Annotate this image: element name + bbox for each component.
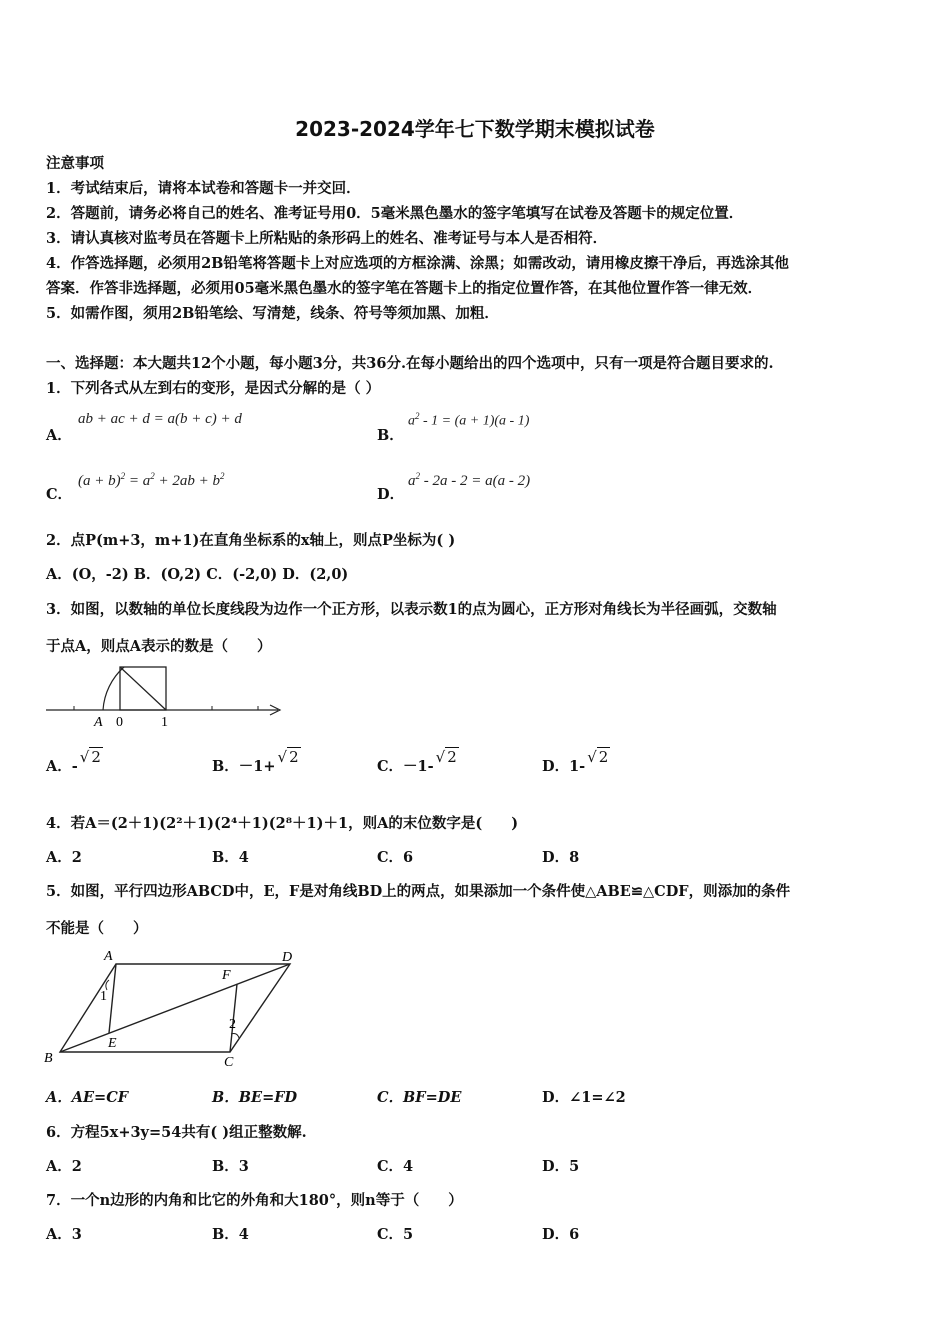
q1-option-a-formula: ab + ac + d = a(b + c) + d — [78, 411, 242, 427]
q1-option-a-label: A． — [46, 427, 72, 444]
q7-option-c: C．5 — [377, 1226, 414, 1243]
q3-option-a: A．-√ 2 — [46, 748, 101, 775]
q3-option-d: D．1-√ 2 — [542, 748, 609, 775]
question-7-stem: 7．一个n边形的内角和比它的外角和大180°，则n等于（ ） — [46, 1192, 463, 1209]
point-f-label: F — [222, 968, 231, 983]
q1-option-b-label: B． — [377, 427, 404, 444]
q3-option-b: B．－1+√ 2 — [212, 748, 299, 775]
q5-option-a: A．AE=CF — [46, 1089, 129, 1106]
note-item: 5．如需作图，须用2B铅笔绘、写清楚，线条、符号等须加黑、加粗． — [46, 305, 499, 322]
q7-option-b: B．4 — [212, 1226, 249, 1243]
angle-2-label: 2 — [229, 1017, 236, 1032]
question-2-stem: 2．点P(m+3，m+1)在直角坐标系的x轴上，则点P坐标为( ) — [46, 532, 456, 549]
q4-option-c: C．6 — [377, 849, 414, 866]
q6-option-b: B．3 — [212, 1158, 249, 1175]
note-item: 答案．作答非选择题，必须用05毫米黑色墨水的签字笔在答题卡上的指定位置作答，在其他位置作答一律无效． — [46, 280, 763, 297]
q1-option-d-formula: $a^2 - 2a - 2 = a(a - 2)$ — [408, 471, 531, 489]
note-item: 3．请认真核对监考员在答题卡上所粘贴的条形码上的姓名、准考证号与本人是否相符． — [46, 230, 608, 247]
section-heading: 一、选择题：本大题共12个小题，每小题3分，共36分.在每小题给出的四个选项中，只有一项是符合题目要求的. — [46, 355, 774, 372]
question-5-stem-cont: 不能是（ ） — [46, 920, 148, 937]
tick-label-1: 1 — [161, 715, 168, 730]
note-item: 1．考试结束后，请将本试卷和答题卡一并交回． — [46, 180, 361, 197]
point-e-label: E — [108, 1036, 117, 1051]
page-title: 2023-2024学年七下数学期末模拟试卷 — [295, 117, 655, 141]
tick-label-0: 0 — [116, 715, 123, 730]
q5-option-c: C．BF=DE — [377, 1089, 462, 1106]
q3-option-c: C．－1-√ 2 — [377, 748, 457, 775]
point-a-label: A — [94, 715, 103, 730]
notes-heading: 注意事项 — [46, 155, 104, 172]
note-item: 2．答题前，请务必将自己的姓名、准考证号用0．5毫米黑色墨水的签字笔填写在试卷及答题卡的规定位置． — [46, 205, 744, 222]
q4-option-d: D．8 — [542, 849, 580, 866]
question-3-stem-cont: 于点A，则点A表示的数是（ ） — [46, 638, 272, 655]
vertex-c-label: C — [224, 1055, 234, 1069]
q1-option-c-formula: $(a + b)^2 = a^2 + 2ab + b^2$ — [78, 471, 225, 489]
number-line-figure — [44, 662, 289, 736]
angle-1-label: 1 — [100, 989, 107, 1004]
question-6-stem: 6．方程5x+3y=54共有( )组正整数解. — [46, 1124, 307, 1141]
q5-option-d: D．∠1=∠2 — [542, 1089, 626, 1106]
q1-option-d-label: D． — [377, 486, 405, 503]
question-1-stem: 1．下列各式从左到右的变形，是因式分解的是（ ） — [46, 380, 381, 397]
q1-option-c-label: C． — [46, 486, 73, 503]
q7-option-d: D．6 — [542, 1226, 580, 1243]
q6-option-d: D．5 — [542, 1158, 580, 1175]
q1-option-b-formula: $a^2 - 1 = (a + 1)(a - 1)$ — [408, 411, 530, 429]
vertex-b-label: B — [44, 1051, 53, 1066]
vertex-d-label: D — [282, 950, 293, 965]
question-2-options: A．(O，-2) B．(O,2) C．(-2,0) D．(2,0) — [46, 566, 349, 583]
parallelogram-figure — [42, 944, 302, 1073]
q5-option-b: B．BE=FD — [212, 1089, 298, 1106]
question-4-stem: 4．若A＝(2＋1)(2²＋1)(2⁴＋1)(2⁸＋1)＋1，则A的末位数字是( ) — [46, 815, 519, 832]
q4-option-a: A．2 — [46, 849, 82, 866]
question-5-stem: 5．如图，平行四边形ABCD中，E，F是对角线BD上的两点，如果添加一个条件使△ABE≌△CDF，则添加的条件 — [46, 883, 791, 900]
q6-option-a: A．2 — [46, 1158, 82, 1175]
q7-option-a: A．3 — [46, 1226, 82, 1243]
question-3-stem: 3．如图，以数轴的单位长度线段为边作一个正方形，以表示数1的点为圆心，正方形对角线长为半径画弧，交数轴 — [46, 601, 777, 618]
q6-option-c: C．4 — [377, 1158, 414, 1175]
note-item: 4．作答选择题，必须用2B铅笔将答题卡上对应选项的方框涂满、涂黑；如需改动，请用橡皮擦干净后，再选涂其他 — [46, 255, 789, 272]
q4-option-b: B．4 — [212, 849, 249, 866]
vertex-a-label: A — [104, 949, 113, 964]
